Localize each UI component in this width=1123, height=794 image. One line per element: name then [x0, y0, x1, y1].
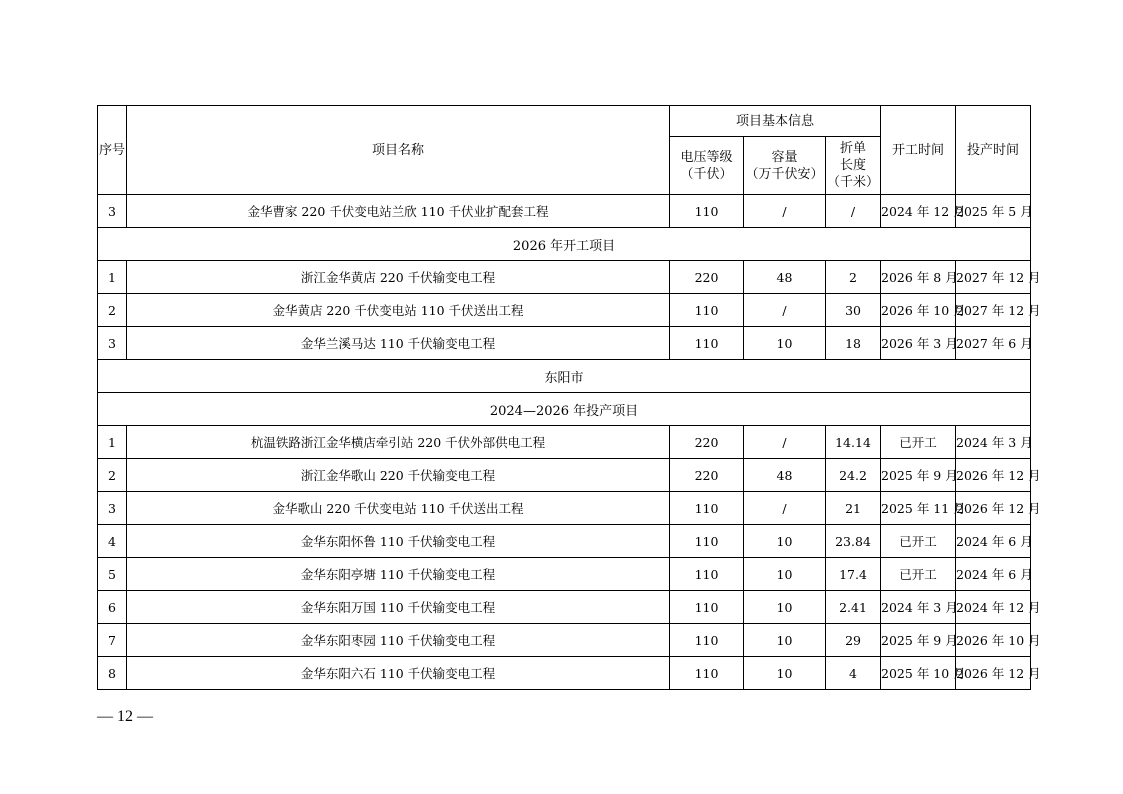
header-length-line1: 折单: [840, 141, 867, 156]
section-row: [98, 360, 1031, 393]
cell-start: 2025 年 10 月: [881, 657, 956, 690]
cell-seq: 4: [98, 525, 127, 558]
project-table: [97, 105, 1041, 690]
cell-capacity: /: [744, 294, 826, 327]
section-title-2026: 2026 年开工项目: [98, 228, 1031, 261]
table-row: [98, 261, 1031, 294]
cell-start: 2026 年 3 月: [881, 327, 956, 360]
cell-seq: 7: [98, 624, 127, 657]
section-row: [98, 393, 1031, 426]
cell-length: 4: [826, 657, 881, 690]
cell-seq: 5: [98, 558, 127, 591]
cell-seq: 2: [98, 459, 127, 492]
cell-length: 14.14: [826, 426, 881, 459]
table-row: [98, 657, 1031, 690]
cell-seq: 8: [98, 657, 127, 690]
header-capacity: [744, 137, 826, 195]
cell-name: 杭温铁路浙江金华横店牵引站 220 千伏外部供电工程: [127, 426, 670, 459]
cell-length: 30: [826, 294, 881, 327]
cell-length: /: [826, 195, 881, 228]
cell-operate: 2027 年 6 月: [956, 327, 1031, 360]
cell-voltage: 110: [670, 657, 744, 690]
header-length-line2: 长度: [840, 158, 867, 173]
cell-name: 浙江金华歌山 220 千伏输变电工程: [127, 459, 670, 492]
section-title-2024-2026: 2024—2026 年投产项目: [98, 393, 1031, 426]
cell-name: 金华歌山 220 千伏变电站 110 千伏送出工程: [127, 492, 670, 525]
cell-name: 金华曹家 220 千伏变电站兰欣 110 千伏业扩配套工程: [127, 195, 670, 228]
table-row: [98, 426, 1031, 459]
cell-length: 23.84: [826, 525, 881, 558]
header-start: 开工时间: [881, 106, 956, 195]
cell-seq: 1: [98, 261, 127, 294]
cell-length: 24.2: [826, 459, 881, 492]
cell-voltage: 220: [670, 459, 744, 492]
cell-voltage: 110: [670, 327, 744, 360]
cell-operate: 2025 年 5 月: [956, 195, 1031, 228]
cell-name: 金华东阳万国 110 千伏输变电工程: [127, 591, 670, 624]
cell-operate: 2027 年 12 月: [956, 294, 1031, 327]
table-row: [98, 591, 1031, 624]
cell-start: 2025 年 11 月: [881, 492, 956, 525]
cell-seq: 6: [98, 591, 127, 624]
cell-capacity: 10: [744, 657, 826, 690]
cell-name: 浙江金华黄店 220 千伏输变电工程: [127, 261, 670, 294]
cell-voltage: 110: [670, 195, 744, 228]
cell-start: 2024 年 12 月: [881, 195, 956, 228]
cell-capacity: 10: [744, 558, 826, 591]
cell-capacity: /: [744, 492, 826, 525]
cell-operate: 2026 年 12 月: [956, 657, 1031, 690]
cell-operate: 2024 年 6 月: [956, 525, 1031, 558]
cell-start: 已开工: [881, 525, 956, 558]
page-number: — 12 —: [97, 708, 153, 725]
cell-name: 金华东阳怀鲁 110 千伏输变电工程: [127, 525, 670, 558]
cell-voltage: 110: [670, 492, 744, 525]
cell-seq: 3: [98, 492, 127, 525]
table-row: [98, 492, 1031, 525]
header-voltage: [670, 137, 744, 195]
table-row: [98, 294, 1031, 327]
cell-seq: 1: [98, 426, 127, 459]
header-capacity-line1: 容量: [771, 149, 798, 165]
cell-seq: 3: [98, 327, 127, 360]
header-capacity-line2: （万千伏安）: [745, 166, 824, 182]
cell-name: 金华东阳亭塘 110 千伏输变电工程: [127, 558, 670, 591]
cell-capacity: 10: [744, 624, 826, 657]
cell-operate: 2026 年 10 月: [956, 624, 1031, 657]
cell-start: 已开工: [881, 426, 956, 459]
cell-capacity: 10: [744, 591, 826, 624]
table-row: [98, 624, 1031, 657]
cell-voltage: 110: [670, 294, 744, 327]
table-row: [98, 525, 1031, 558]
cell-operate: 2024 年 6 月: [956, 558, 1031, 591]
cell-start: 2025 年 9 月: [881, 459, 956, 492]
table-row: [98, 558, 1031, 591]
cell-name: 金华黄店 220 千伏变电站 110 千伏送出工程: [127, 294, 670, 327]
cell-voltage: 110: [670, 525, 744, 558]
header-voltage-line1: 电压等级: [680, 149, 733, 165]
table-row: [98, 195, 1031, 228]
cell-operate: 2024 年 3 月: [956, 426, 1031, 459]
header-voltage-line2: （千伏）: [680, 166, 733, 182]
header-basic-info: 项目基本信息: [670, 106, 881, 137]
cell-voltage: 110: [670, 624, 744, 657]
header-length: [826, 137, 881, 195]
cell-operate: 2024 年 12 月: [956, 591, 1031, 624]
section-title-dongyang: 东阳市: [98, 360, 1031, 393]
cell-length: 2: [826, 261, 881, 294]
cell-name: 金华兰溪马达 110 千伏输变电工程: [127, 327, 670, 360]
cell-start: 已开工: [881, 558, 956, 591]
cell-name: 金华东阳枣园 110 千伏输变电工程: [127, 624, 670, 657]
header-seq: 序号: [98, 106, 127, 195]
cell-voltage: 220: [670, 426, 744, 459]
table-row: [98, 327, 1031, 360]
cell-start: 2024 年 3 月: [881, 591, 956, 624]
cell-start: 2026 年 8 月: [881, 261, 956, 294]
cell-voltage: 110: [670, 558, 744, 591]
cell-capacity: /: [744, 426, 826, 459]
table-row: [98, 459, 1031, 492]
cell-length: 17.4: [826, 558, 881, 591]
header-length-line3: （千米）: [827, 175, 880, 190]
cell-name: 金华东阳六石 110 千伏输变电工程: [127, 657, 670, 690]
cell-operate: 2027 年 12 月: [956, 261, 1031, 294]
cell-start: 2025 年 9 月: [881, 624, 956, 657]
cell-length: 18: [826, 327, 881, 360]
cell-start: 2026 年 10 月: [881, 294, 956, 327]
header-operate: 投产时间: [956, 106, 1031, 195]
cell-capacity: 10: [744, 525, 826, 558]
cell-capacity: 48: [744, 261, 826, 294]
cell-seq: 3: [98, 195, 127, 228]
section-row: [98, 228, 1031, 261]
cell-seq: 2: [98, 294, 127, 327]
cell-voltage: 110: [670, 591, 744, 624]
cell-capacity: 10: [744, 327, 826, 360]
header-name: 项目名称: [127, 106, 670, 195]
cell-operate: 2026 年 12 月: [956, 459, 1031, 492]
cell-capacity: /: [744, 195, 826, 228]
cell-capacity: 48: [744, 459, 826, 492]
cell-length: 21: [826, 492, 881, 525]
cell-length: 29: [826, 624, 881, 657]
cell-operate: 2026 年 12 月: [956, 492, 1031, 525]
cell-length: 2.41: [826, 591, 881, 624]
cell-voltage: 220: [670, 261, 744, 294]
